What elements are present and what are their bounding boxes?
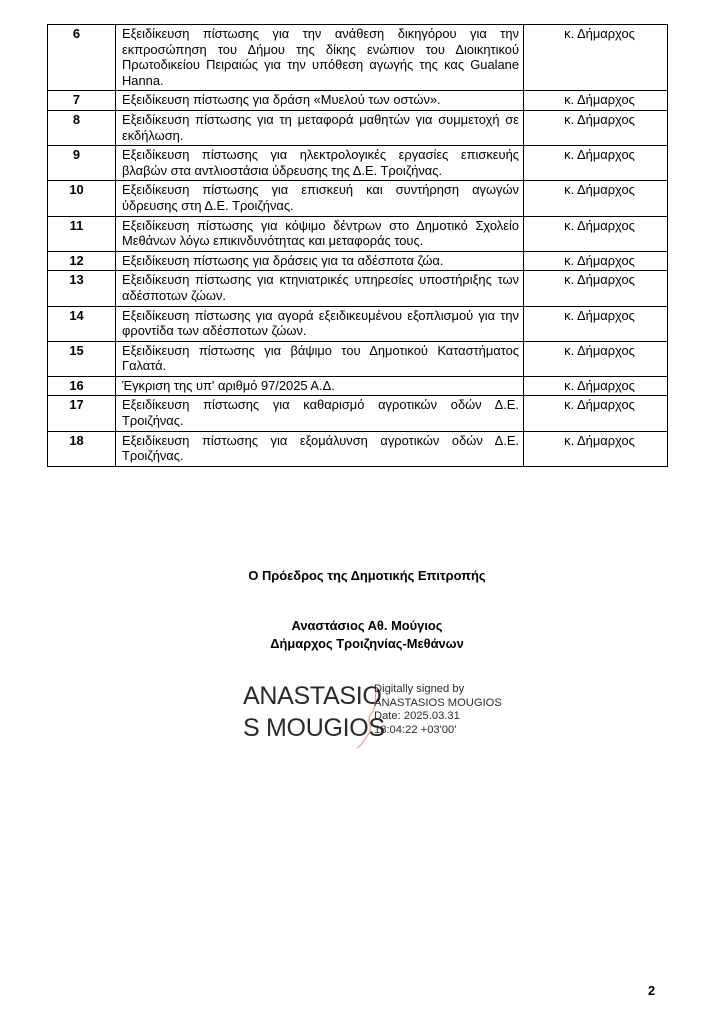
item-number: 17 bbox=[48, 396, 116, 431]
item-responsible: κ. Δήμαρχος bbox=[524, 306, 668, 341]
item-number: 6 bbox=[48, 25, 116, 91]
item-number: 11 bbox=[48, 216, 116, 251]
item-number: 9 bbox=[48, 146, 116, 181]
item-responsible: κ. Δήμαρχος bbox=[524, 146, 668, 181]
table-row bbox=[48, 110, 668, 145]
item-description: Εξειδίκευση πίστωσης για δράσεις για τα αδέσποτα ζώα. bbox=[116, 251, 524, 271]
item-number: 15 bbox=[48, 341, 116, 376]
item-description: Εξειδίκευση πίστωσης για δράση «Μυελού των οστών». bbox=[116, 91, 524, 111]
item-responsible: κ. Δήμαρχος bbox=[524, 110, 668, 145]
item-description: Εξειδίκευση πίστωσης για τη μεταφορά μαθητών για συμμετοχή σε εκδήλωση. bbox=[116, 110, 524, 145]
item-description: Εξειδίκευση πίστωσης για αγορά εξειδικευμένου εξοπλισμού για την φροντίδα των αδέσποτων ζώων. bbox=[116, 306, 524, 341]
item-description: Έγκριση της υπ' αριθμό 97/2025 Α.Δ. bbox=[116, 376, 524, 396]
agenda-body bbox=[48, 25, 668, 467]
item-number: 18 bbox=[48, 431, 116, 466]
closing-title: Ο Πρόεδρος της Δημοτικής Επιτροπής bbox=[248, 568, 486, 583]
signature-detail-2: ANASTASIOS MOUGIOS bbox=[374, 696, 502, 709]
item-responsible: κ. Δήμαρχος bbox=[524, 25, 668, 91]
table-row bbox=[48, 216, 668, 251]
digital-signature bbox=[243, 680, 543, 750]
item-number: 14 bbox=[48, 306, 116, 341]
table-row bbox=[48, 25, 668, 91]
signature-name-line-1: ANASTASIO bbox=[243, 682, 382, 710]
item-responsible: κ. Δήμαρχος bbox=[524, 91, 668, 111]
signature-detail-3: Date: 2025.03.31 bbox=[374, 710, 460, 723]
item-responsible: κ. Δήμαρχος bbox=[524, 376, 668, 396]
item-responsible: κ. Δήμαρχος bbox=[524, 271, 668, 306]
signature-detail-1: Digitally signed by bbox=[374, 683, 465, 695]
item-description: Εξειδίκευση πίστωσης για βάψιμο του Δημοτικού Καταστήματος Γαλατά. bbox=[116, 341, 524, 376]
item-responsible: κ. Δήμαρχος bbox=[524, 251, 668, 271]
item-responsible: κ. Δήμαρχος bbox=[524, 431, 668, 466]
page-number: 2 bbox=[648, 983, 656, 998]
item-number: 12 bbox=[48, 251, 116, 271]
item-number: 8 bbox=[48, 110, 116, 145]
item-description: Εξειδίκευση πίστωσης για εξομάλυνση αγροτικών οδών Δ.Ε. Τροιζήνας. bbox=[116, 431, 524, 466]
table-row bbox=[48, 181, 668, 216]
table-row bbox=[48, 306, 668, 341]
item-responsible: κ. Δήμαρχος bbox=[524, 396, 668, 431]
signature-name-line-2: S MOUGIOS bbox=[243, 714, 385, 742]
item-responsible: κ. Δήμαρχος bbox=[524, 181, 668, 216]
item-description: Εξειδίκευση πίστωσης για κτηνιατρικές υπηρεσίες υποστήριξης των αδέσποτων ζώων. bbox=[116, 271, 524, 306]
item-number: 16 bbox=[48, 376, 116, 396]
signer-name: Αναστάσιος Αθ. Μούγιος bbox=[291, 618, 443, 633]
item-responsible: κ. Δήμαρχος bbox=[524, 216, 668, 251]
signature-detail-4: 18:04:22 +03'00' bbox=[374, 723, 457, 736]
table-row bbox=[48, 376, 668, 396]
item-number: 13 bbox=[48, 271, 116, 306]
table-row bbox=[48, 431, 668, 466]
table-row bbox=[48, 91, 668, 111]
table-row bbox=[48, 396, 668, 431]
signature-details bbox=[374, 683, 502, 737]
table-row bbox=[48, 146, 668, 181]
item-number: 7 bbox=[48, 91, 116, 111]
table-row bbox=[48, 341, 668, 376]
item-number: 10 bbox=[48, 181, 116, 216]
table-row bbox=[48, 271, 668, 306]
table-row bbox=[48, 251, 668, 271]
item-description: Εξειδίκευση πίστωσης για κόψιμο δέντρων στο Δημοτικό Σχολείο Μεθάνων λόγω επικινδυνότητας και μεταφοράς τους. bbox=[116, 216, 524, 251]
agenda-table bbox=[47, 24, 668, 467]
item-description: Εξειδίκευση πίστωσης για ηλεκτρολογικές εργασίες επισκευής βλαβών στα αντλιοστάσια ύδρευσης της Δ.Ε. Τροιζήνας. bbox=[116, 146, 524, 181]
signer-role: Δήμαρχος Τροιζηνίας-Μεθάνων bbox=[270, 636, 464, 651]
item-description: Εξειδίκευση πίστωσης για καθαρισμό αγροτικών οδών Δ.Ε. Τροιζήνας. bbox=[116, 396, 524, 431]
item-responsible: κ. Δήμαρχος bbox=[524, 341, 668, 376]
item-description: Εξειδίκευση πίστωσης για την ανάθεση δικηγόρου για την εκπροσώπηση του Δήμου της δίκης ενώπιον του Διοικητικού Πρωτοδικείου Πειραιώς για την υπόθεση αγωγής της κας Gualane Hanna. bbox=[116, 25, 524, 91]
item-description: Εξειδίκευση πίστωσης για επισκευή και συντήρηση αγωγών ύδρευσης στη Δ.Ε. Τροιζήνας. bbox=[116, 181, 524, 216]
